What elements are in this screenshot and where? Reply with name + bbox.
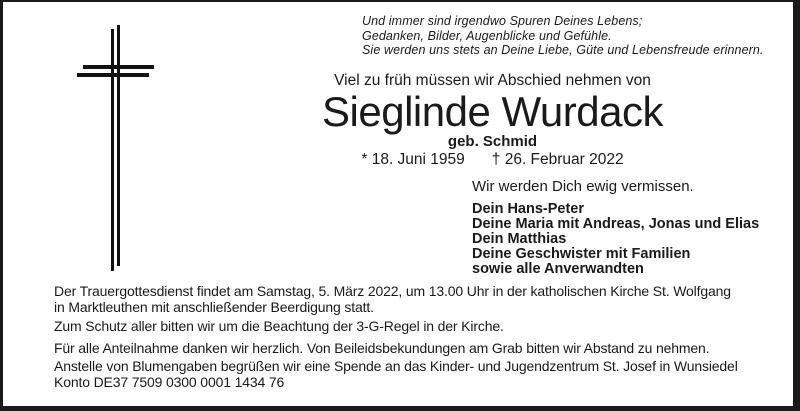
donation-account-line: Konto DE37 7509 0300 0001 1434 76 [54,373,285,390]
service-paragraph [54,359,770,390]
verse-line: Sie werden uns stets an Deine Liebe, Güte und Lebensfreude erinnern. [362,43,764,57]
text-line: Zum Schutz aller bitten wir um die Beachtung der 3-G-Regel in der Kirche. [54,318,504,334]
frame-edge-left [0,0,3,411]
verse-line: Und immer sind irgendwo Spuren Deines Lebens; [362,14,643,28]
mourners-list [472,202,759,277]
text-line: Anstelle von Blumengaben begrüßen wir eine Spende an das Kinder- und Jugendzentrum St. Josef in Wunsiedel [54,358,738,374]
mourner-line: sowie alle Anverwandten [472,261,644,277]
text-line: Für alle Anteilnahme danken wir herzlich. Von Beileidsbekundungen am Grab bitten wir Abstand zu nehmen. [54,339,710,356]
text-line: in Marktleuthen mit anschließender Beerdigung statt. [54,298,374,315]
deceased-name: Sieglinde Wurdack [322,88,663,135]
intro-line: Viel zu früh müssen wir Abschied nehmen von [334,72,651,89]
farewell-line: Wir werden Dich ewig vermissen. [472,178,694,195]
frame-edge-top [0,0,800,2]
memorial-verse [362,14,764,58]
frame-edge-bottom [0,406,800,411]
cross-vertical-stroke-right [117,25,120,266]
service-paragraph [54,341,770,357]
mourner-line: Deine Maria mit Andreas, Jonas und Elias [472,216,760,232]
service-paragraph [54,284,770,315]
service-paragraph [54,319,770,335]
mourner-line: Dein Hans-Peter [472,201,585,217]
mourner-line: Deine Geschwister mit Familien [472,246,691,262]
life-dates [320,151,665,169]
cross-horizontal-stroke-lower [77,73,149,77]
text-line: Der Trauergottesdienst findet am Samstag, 5. März 2022, um 13.00 Uhr in der katholischen Kirche St. Wolfgang [54,283,731,299]
notice-header [320,72,665,168]
mourner-line: Dein Matthias [472,231,567,247]
death-date: † 26. Februar 2022 [491,150,624,168]
maiden-name: geb. Schmid [447,133,538,150]
birth-date: * 18. Juni 1959 [361,150,465,168]
verse-line: Gedanken, Bilder, Augenblicke und Gefühle. [362,28,612,43]
cross-horizontal-stroke-upper [83,65,154,69]
funeral-details [54,284,770,390]
frame-edge-right [793,0,800,411]
